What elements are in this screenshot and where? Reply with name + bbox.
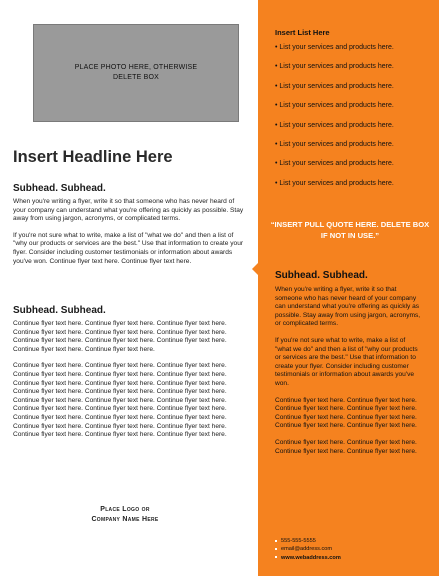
list-item: • List your services and products here. [275, 102, 394, 110]
phone-number: 555-555-5555 [281, 538, 316, 544]
list-item: • List your services and products here. [275, 82, 394, 90]
pull-quote: “INSERT PULL QUOTE HERE. DELETE BOX IF NOT IN USE.” [270, 220, 430, 240]
right-subhead: Subhead. Subhead. [275, 270, 368, 281]
photo-placeholder-text: PLACE PHOTO HERE, OTHERWISE DELETE BOX [74, 64, 198, 81]
logo-placeholder[interactable] [50, 505, 200, 525]
right-paragraph-3: Continue flyer text here. Continue flyer text here. Continue flyer text here. Continue flyer text here. Continue flyer text here. Continue flyer text here. Continue flyer text here. Continue flyer text here. [275, 396, 417, 430]
list-item: • List your services and products here. [275, 179, 394, 187]
email-address[interactable]: email@address.com [281, 546, 333, 553]
headline: Insert Headline Here [13, 148, 173, 166]
list-item: • List your services and products here. [275, 140, 394, 148]
right-paragraph-4: Continue flyer text here. Continue flyer text here. Continue flyer text here. Continue flyer text here. [275, 438, 417, 455]
contact-block [275, 537, 341, 562]
left-paragraph-4: Continue flyer text here. Continue flyer text here. Continue flyer text here. Continue flyer text here. Continue flyer text here. Continue flyer text here. Continue flyer text here. Continue flyer text here. Continue flyer text here. Continue flyer text here. Continue flyer text here. Continue flyer text here. Continue flyer text here. Continue flyer text here. Continue flyer text here. Continue flyer text here. Continue flyer text here. Continue flyer text here. Continue flyer text here. Continue flyer text here. Continue flyer text here. Continue flyer text here. Continue flyer text here. Continue flyer text here. Continue flyer text here. Continue flyer text here. Continue flyer text here. [13, 362, 227, 439]
list-item: • List your services and products here. [275, 63, 394, 71]
web-address[interactable]: www.webaddress.com [281, 554, 341, 561]
email-row [275, 545, 341, 553]
list-item: • List your services and products here. [275, 160, 394, 168]
left-paragraph-3: Continue flyer text here. Continue flyer text here. Continue flyer text here. Continue flyer text here. Continue flyer text here. Continue flyer text here. Continue flyer text here. Continue flyer text here. Continue flyer text here. Continue flyer text here. Continue flyer text here. [13, 320, 227, 353]
bullet-icon [275, 548, 277, 550]
bullet-icon [275, 556, 277, 558]
left-paragraph-2: If you're not sure what to write, make a list of "what we do" and then a list of "why our products or services are the best." Use that information to create your flyer. Consider including customer testimonials or information about awards you've won. Continue flyer text here. Continue flyer text here. [13, 231, 244, 265]
photo-placeholder[interactable] [33, 24, 239, 122]
right-paragraph-1: When you're writing a flyer, write it so that someone who has never heard of your company can understand what you're offering as quickly as possible. Stay away from using jargon, acronyms, or complicated terms. [275, 286, 421, 328]
list-item: • List your services and products here. [275, 121, 394, 129]
list-item: • List your services and products here. [275, 44, 394, 51]
web-row [275, 554, 341, 562]
right-paragraph-2: If you're not sure what to write, make a list of "what we do" and then a list of "why our products or services are the best." Use that information to create your flyer. Consider including customer testimonials or information about awards you've won. [275, 336, 418, 387]
services-list [275, 44, 394, 199]
left-paragraph-1: When you're writing a flyer, write it so that someone who has never heard of your company can understand what you're offering as quickly as possible. Stay away from using jargon, acronyms, or complicated terms. [13, 198, 244, 223]
left-subhead-1: Subhead. Subhead. [13, 183, 106, 194]
list-title: Insert List Here [275, 28, 330, 37]
left-body-1 [13, 198, 246, 274]
phone-row [275, 537, 341, 545]
logo-line-1: Place Logo or [100, 506, 150, 513]
left-subhead-2: Subhead. Subhead. [13, 305, 106, 316]
left-body-2 [13, 320, 246, 448]
right-body [275, 286, 423, 464]
bullet-icon [275, 540, 277, 542]
logo-line-2: Company Name Here [91, 516, 159, 523]
sidebar-notch [252, 262, 259, 276]
